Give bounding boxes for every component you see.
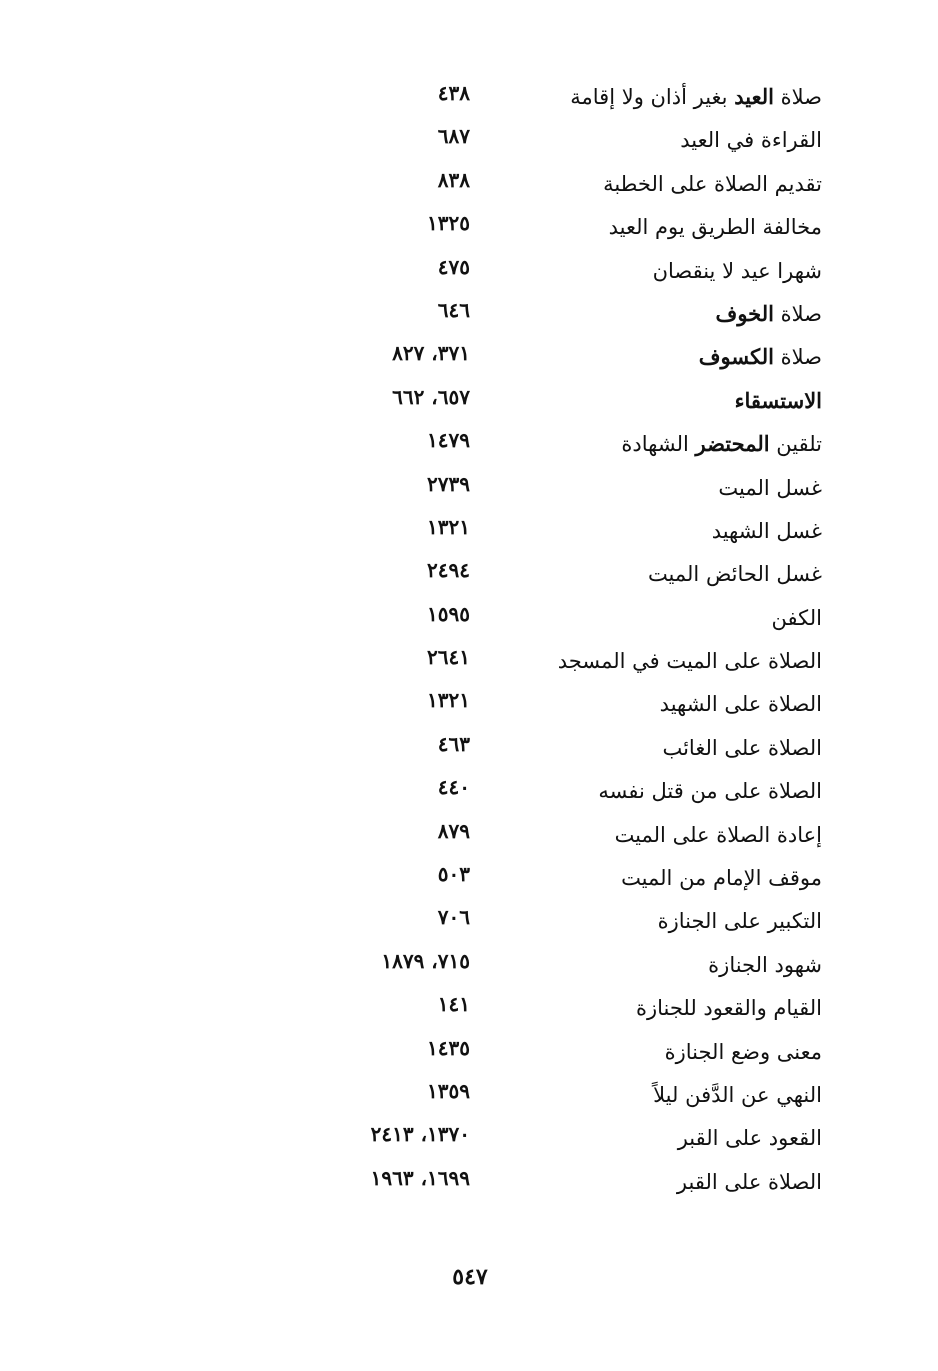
entry-topic-prefix: معنى وضع الجنازة: [664, 1039, 822, 1064]
index-entry: [300, 1076, 840, 1119]
entry-topic: [735, 386, 822, 416]
entry-topic: [621, 863, 822, 893]
index-entry: [300, 1163, 840, 1206]
index-entry: [300, 252, 840, 295]
entry-topic: [621, 429, 822, 459]
entry-references: ١٣٢١: [427, 688, 470, 713]
entry-topic-prefix: الصلاة على من قتل نفسه: [598, 779, 822, 804]
entry-topic-prefix: موقف الإمام من الميت: [621, 866, 822, 891]
entry-topic: [603, 169, 822, 199]
entry-references: ٤٤٠: [437, 775, 470, 800]
index-entry: [300, 685, 840, 728]
entry-references: ٢٧٣٩: [427, 471, 470, 496]
index-entry: [300, 121, 840, 164]
entry-topic: [658, 906, 822, 936]
entry-references: ٨٧٩: [437, 818, 470, 843]
entry-references: ٤٦٣: [437, 731, 470, 756]
entry-topic-suffix: الشهادة: [621, 432, 696, 457]
entry-references: ١٤٧٩: [427, 428, 470, 453]
entry-references: ١٤١: [437, 992, 470, 1017]
entry-topic: [680, 125, 822, 155]
index-entry: [300, 512, 840, 555]
index-entry: [300, 902, 840, 945]
entry-topic-prefix: صلاة: [773, 85, 822, 109]
entry-topic-prefix: صلاة: [773, 301, 822, 326]
index-entry: [300, 946, 840, 989]
entry-topic: [609, 212, 822, 242]
entry-references: ٢٤٩٤: [427, 558, 470, 583]
index-entry: [300, 295, 840, 338]
entry-topic: [648, 559, 822, 589]
entry-references: ٦٨٧: [437, 124, 470, 149]
entry-topic: [653, 1080, 822, 1110]
entry-references: ٧٠٦: [437, 905, 470, 930]
entry-topic-prefix: النهي عن الدَّفن ليلاً: [653, 1082, 822, 1107]
entry-topic: [636, 993, 822, 1023]
index-entry: [300, 1119, 840, 1162]
entry-references: ٥٠٣: [437, 862, 470, 887]
index-entry: [300, 208, 840, 251]
index-entry: [300, 382, 840, 425]
entry-references: ١٣٧٠، ٢٤١٣: [370, 1122, 470, 1147]
index-entry: [300, 642, 840, 685]
entry-topic: [665, 1037, 822, 1067]
index-entry: [300, 555, 840, 598]
entry-topic-prefix: شهود الجنازة: [708, 952, 822, 977]
index-entry: [300, 165, 840, 208]
entry-topic: [662, 733, 822, 763]
entry-topic-prefix: تقديم الصلاة على الخطبة: [603, 171, 822, 196]
entry-topic: [615, 820, 822, 850]
entry-references: ١٤٣٥: [427, 1035, 470, 1060]
entry-references: ٨٣٨: [437, 167, 470, 192]
entry-topic-emphasis: الاستسقاء: [734, 387, 822, 413]
entry-references: ٢٦٤١: [427, 645, 470, 670]
index-entry: [300, 1033, 840, 1076]
page-number: ٥٤٧: [452, 1264, 488, 1290]
entry-topic-prefix: شهرا عيد لا ينقصان: [652, 258, 822, 283]
entry-topic-prefix: غسل الشهيد: [711, 518, 822, 543]
entry-topic-prefix: القعود على القبر: [677, 1126, 822, 1151]
entry-topic-prefix: القراءة في العيد: [680, 128, 822, 153]
entry-references: ٤٣٨: [437, 81, 470, 105]
index-entry: [300, 78, 840, 121]
entry-topic: [570, 82, 822, 112]
index-entry: [300, 469, 840, 512]
entry-topic-prefix: الصلاة على الشهيد: [659, 692, 822, 717]
entry-references: ٦٤٦: [437, 297, 470, 322]
index-list: [300, 78, 840, 1206]
entry-topic: [660, 689, 822, 719]
entry-topic-prefix: تلقين: [769, 432, 822, 457]
entry-topic-prefix: مخالفة الطريق يوم العيد: [608, 215, 822, 240]
entry-topic-prefix: الصلاة على القبر: [676, 1169, 822, 1194]
entry-topic-prefix: القيام والقعود للجنازة: [635, 996, 822, 1021]
entry-topic: [678, 1123, 822, 1153]
index-entry: [300, 859, 840, 902]
index-entry: [300, 729, 840, 772]
entry-topic-emphasis: المحتضر: [695, 431, 770, 457]
entry-topic: [712, 516, 822, 546]
entry-topic: [677, 1167, 822, 1197]
entry-references: ١٥٩٥: [427, 601, 470, 626]
index-entry: [300, 425, 840, 468]
entry-topic: [772, 603, 822, 633]
entry-topic-prefix: غسل الميت: [718, 475, 822, 500]
entry-topic: [653, 256, 822, 286]
entry-references: ١٦٩٩، ١٩٦٣: [370, 1165, 470, 1190]
entry-topic: [699, 342, 822, 372]
index-entry: [300, 599, 840, 642]
entry-topic-prefix: الكفن: [771, 605, 822, 630]
entry-topic: [716, 299, 822, 329]
entry-references: ١٣٢١: [427, 514, 470, 539]
index-entry: [300, 989, 840, 1032]
entry-references: ٣٧١، ٨٢٧: [392, 341, 470, 366]
entry-topic-prefix: الصلاة على الغائب: [662, 735, 822, 760]
entry-topic-emphasis: الخوف: [715, 300, 774, 326]
entry-topic-suffix: بغير أذان ولا إقامة: [570, 85, 735, 109]
entry-topic-prefix: إعادة الصلاة على الميت: [614, 822, 822, 847]
entry-topic-prefix: الصلاة على الميت في المسجد: [557, 649, 822, 674]
index-entry: [300, 338, 840, 381]
entry-topic-prefix: غسل الحائض الميت: [647, 562, 822, 587]
entry-references: ١٣٢٥: [427, 211, 470, 236]
entry-topic: [598, 776, 822, 806]
entry-references: ١٣٥٩: [427, 1078, 470, 1103]
entry-topic: [718, 473, 822, 503]
index-entry: [300, 816, 840, 859]
index-entry: [300, 772, 840, 815]
entry-topic: [708, 950, 822, 980]
entry-topic-emphasis: الكسوف: [698, 344, 774, 370]
entry-topic-prefix: التكبير على الجنازة: [657, 909, 822, 934]
entry-topic-emphasis: العيد: [734, 84, 774, 109]
entry-references: ٧١٥، ١٨٧٩: [381, 948, 470, 973]
entry-topic-prefix: صلاة: [773, 345, 822, 370]
entry-topic: [558, 646, 822, 676]
entry-references: ٤٧٥: [437, 254, 470, 279]
entry-references: ٦٥٧، ٦٦٢: [392, 384, 470, 409]
